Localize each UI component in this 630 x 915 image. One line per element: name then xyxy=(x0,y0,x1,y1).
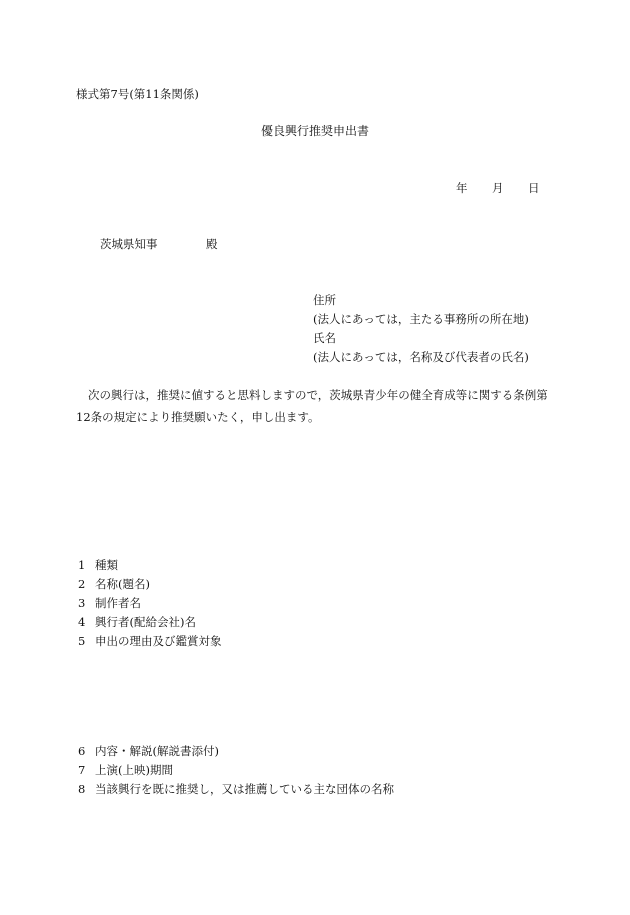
list-item xyxy=(78,632,222,651)
recipient-name: 茨城県知事 xyxy=(100,237,158,251)
page-title: 優良興行推奨申出書 xyxy=(260,124,369,138)
item-number: 7 xyxy=(78,763,86,777)
date-day-label: 日 xyxy=(528,181,540,195)
item-label: 上演(上映)期間 xyxy=(95,763,173,777)
date-month-label: 月 xyxy=(492,181,504,195)
item-label: 申出の理由及び鑑賞対象 xyxy=(95,634,222,648)
list-item xyxy=(78,556,222,575)
list-item xyxy=(78,594,222,613)
name-label: 氏名 xyxy=(313,331,336,345)
body-paragraph: 次の興行は，推奨に値すると思料しますので，茨城県青少年の健全育成等に関する条例第12条の規定により推奨願いたく，申し出ます。 xyxy=(76,388,548,424)
item-list-2 xyxy=(78,742,394,799)
item-list-1 xyxy=(78,556,222,651)
list-item xyxy=(78,780,394,799)
item-label: 内容・解説(解説書添付) xyxy=(95,744,219,758)
list-item xyxy=(78,575,222,594)
address-label: 住所 xyxy=(313,293,336,307)
item-number: 8 xyxy=(78,782,86,796)
item-number: 5 xyxy=(78,634,86,648)
item-number: 6 xyxy=(78,744,86,758)
list-item xyxy=(78,761,394,780)
item-label: 制作者名 xyxy=(95,596,141,610)
list-item xyxy=(78,742,394,761)
item-label: 名称(題名) xyxy=(95,577,150,591)
form-number: 様式第7号(第11条関係) xyxy=(76,87,199,101)
item-number: 4 xyxy=(78,615,86,629)
list-item xyxy=(78,613,222,632)
item-label: 興行者(配給会社)名 xyxy=(95,615,196,629)
name-note: (法人にあっては，名称及び代表者の氏名) xyxy=(313,350,529,364)
item-number: 1 xyxy=(78,558,86,572)
item-label: 当該興行を既に推奨し，又は推薦している主な団体の名称 xyxy=(95,782,394,796)
address-note: (法人にあっては，主たる事務所の所在地) xyxy=(313,312,529,326)
item-number: 2 xyxy=(78,577,86,591)
item-label: 種類 xyxy=(95,558,118,572)
item-number: 3 xyxy=(78,596,86,610)
date-year-label: 年 xyxy=(456,181,468,195)
recipient-honorific: 殿 xyxy=(206,237,218,251)
